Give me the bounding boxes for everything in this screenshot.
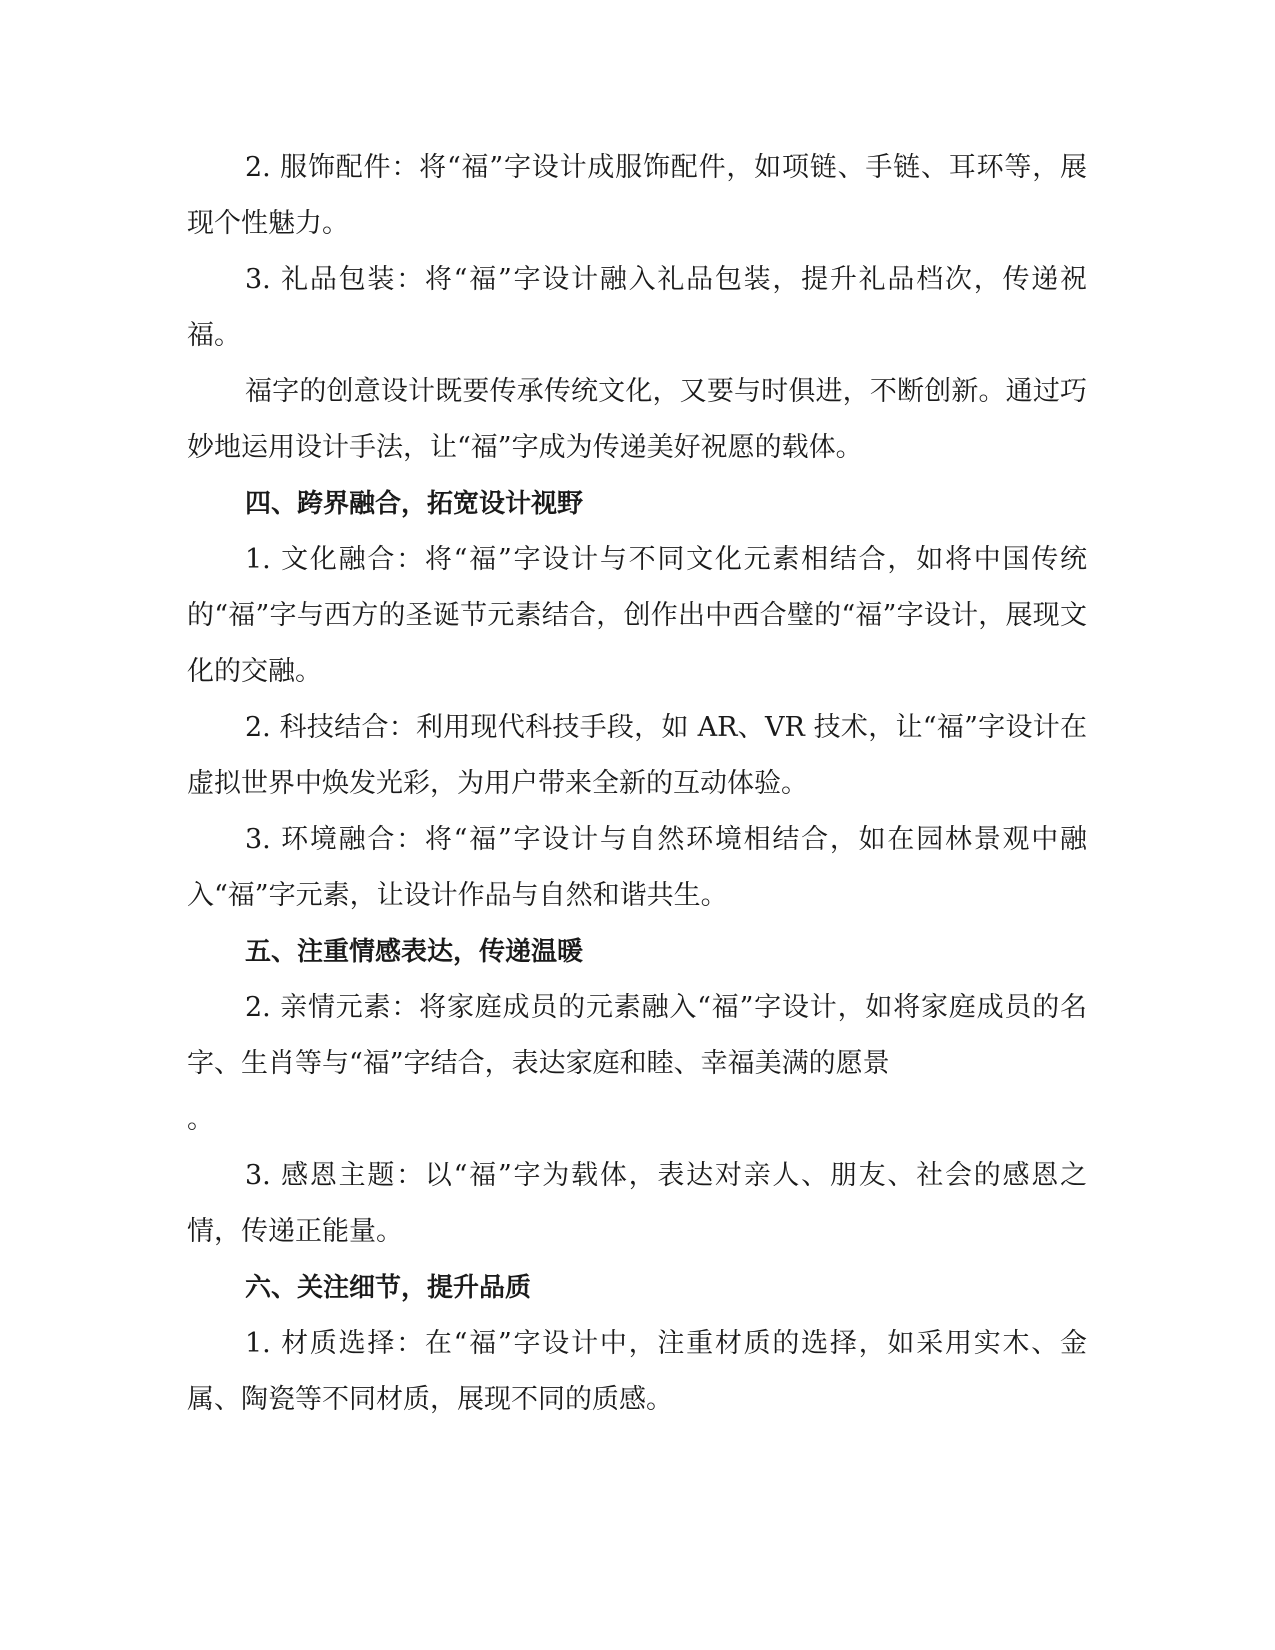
paragraph-summary: 福字的创意设计既要传承传统文化，又要与时俱进，不断创新。通过巧妙地运用设计手法，让“福”字成为传递美好祝愿的载体。 [187,376,1087,463]
paragraph-apparel-accessories: 2. 服饰配件：将“福”字设计成服饰配件，如项链、手链、耳环等，展现个性魅力。 [187,152,1087,239]
paragraph-culture-fusion: 1. 文化融合：将“福”字设计与不同文化元素相结合，如将中国传统的“福”字与西方的圣诞节元素结合，创作出中西合璧的“福”字设计，展现文化的交融。 [187,544,1087,687]
section-heading-4: 四、跨界融合，拓宽设计视野 [245,489,584,519]
paragraph-gift-packaging: 3. 礼品包装：将“福”字设计融入礼品包装，提升礼品档次，传递祝福。 [187,264,1087,351]
document-body [187,140,1087,1428]
section-heading-6: 六、关注细节，提升品质 [245,1273,532,1303]
paragraph-tech-combination: 2. 科技结合：利用现代科技手段，如 AR、VR 技术，让“福”字设计在虚拟世界中焕发光彩，为用户带来全新的互动体验。 [187,712,1087,799]
paragraph-environment-fusion: 3. 环境融合：将“福”字设计与自然环境相结合，如在园林景观中融入“福”字元素，让设计作品与自然和谐共生。 [187,824,1087,911]
paragraph-family-elements: 2. 亲情元素：将家庭成员的元素融入“福”字设计，如将家庭成员的名字、生肖等与“福”字结合，表达家庭和睦、幸福美满的愿景 [187,992,1087,1079]
paragraph-family-elements-tail: 。 [187,1104,214,1135]
paragraph-gratitude-theme: 3. 感恩主题：以“福”字为载体，表达对亲人、朋友、社会的感恩之情，传递正能量。 [187,1160,1087,1247]
section-heading-5: 五、注重情感表达，传递温暖 [245,937,584,967]
paragraph-material-selection: 1. 材质选择：在“福”字设计中，注重材质的选择，如采用实木、金属、陶瓷等不同材质，展现不同的质感。 [187,1328,1087,1415]
